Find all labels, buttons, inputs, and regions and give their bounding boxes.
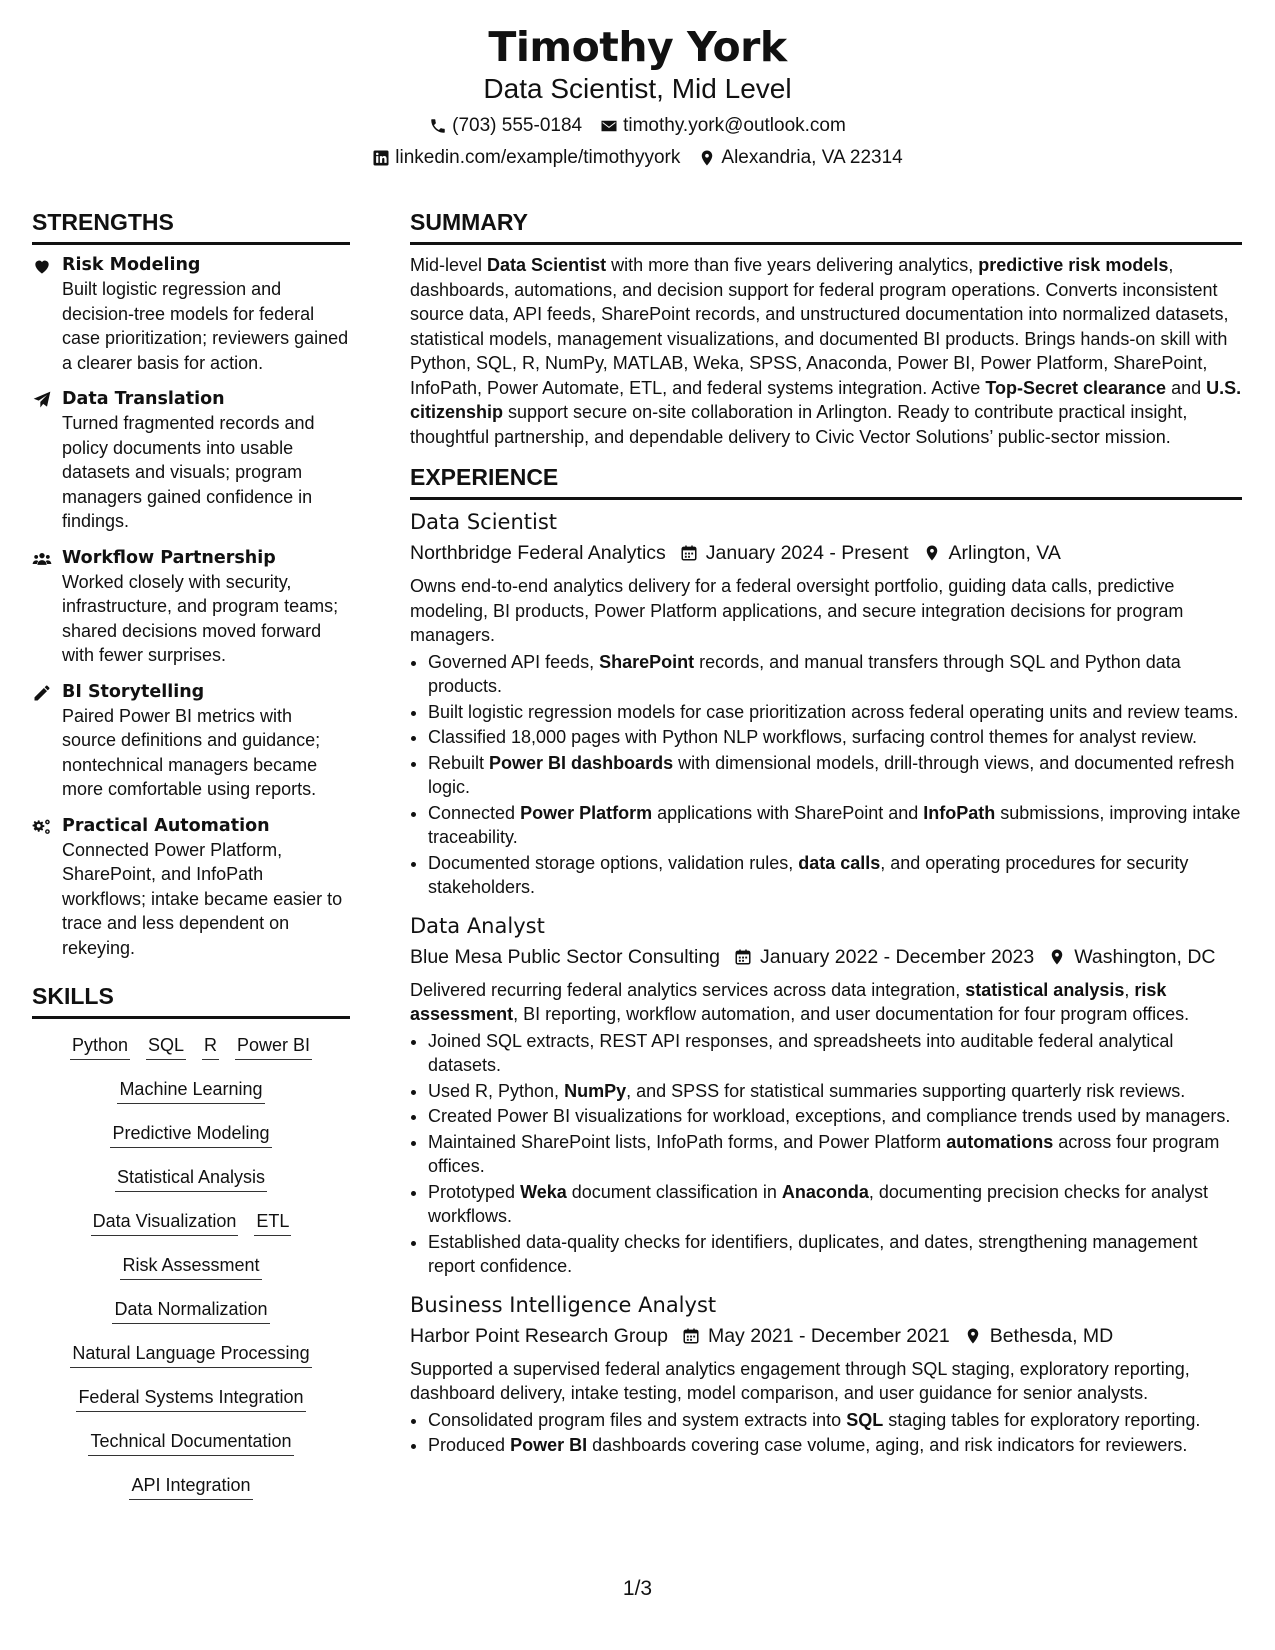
job-bullet: • Joined SQL extracts, REST API responses, and spreadsheets into auditable federal analytical datasets. <box>428 1029 1242 1078</box>
skill-row <box>32 1253 350 1280</box>
paper-plane-icon <box>32 390 52 410</box>
skill-tag: ETL <box>254 1209 291 1236</box>
job-entry <box>410 912 1242 1279</box>
job-entry <box>410 508 1242 900</box>
job-bullet: • Rebuilt Power BI dashboards with dimensional models, drill-through views, and documented refresh logic. <box>428 751 1242 800</box>
job-bullet: • Maintained SharePoint lists, InfoPath forms, and Power Platform automations across four program offices. <box>428 1130 1242 1179</box>
linkedin-url[interactable]: linkedin.com/example/timothyyork <box>395 147 681 168</box>
job-description: Owns end-to-end analytics delivery for a federal oversight portfolio, guiding data calls, predictive modeling, BI products, Power Platform applications, and secure integration decisions for program managers. <box>410 576 1184 645</box>
job-dates: May 2021 - December 2021 <box>707 1324 950 1347</box>
skill-tag: Predictive Modeling <box>110 1121 271 1148</box>
strength-item <box>32 546 350 668</box>
strength-title: Risk Modeling <box>62 255 201 275</box>
job-location: Washington, DC <box>1074 945 1216 968</box>
left-column <box>32 208 350 1517</box>
summary-text: Mid-level Data Scientist with more than five years delivering analytics, predictive risk models, dashboards, automations, and decision support for federal program operations. Converts inconsistent source data, API feeds, SharePoint records, and unstructured documentation into normalized datasets, statistical models, management visualizations, and documented BI products. Brings hands-on skill with Python, SQL, R, NumPy, MATLAB, Weka, SPSS, Anaconda, Power BI, Power Platform, SharePoint, InfoPath, Power Automate, ETL, and federal systems integration. Active Top-Secret clearance and U.S. citizenship support secure on-site collaboration in Arlington. Ready to contribute practical insight, thoughtful partnership, and dependable delivery to Civic Vector Solutions’ public-sector mission. <box>410 255 1242 447</box>
map-pin-icon <box>964 1327 982 1345</box>
skill-row <box>32 1209 350 1236</box>
job-meta <box>410 1323 1242 1349</box>
skill-row <box>32 1385 350 1412</box>
job-bullets <box>410 1408 1242 1458</box>
strength-title: Data Translation <box>62 389 225 409</box>
skill-row <box>32 1077 350 1104</box>
job-meta <box>410 540 1242 566</box>
skill-row <box>32 1121 350 1148</box>
skills-section <box>32 982 350 1500</box>
map-pin-icon <box>1048 948 1066 966</box>
resume-header <box>0 22 1275 170</box>
right-column <box>410 208 1242 1459</box>
strengths-list <box>32 253 350 960</box>
linkedin-icon <box>372 149 390 167</box>
linkedin-contact <box>372 146 680 170</box>
candidate-title: Data Scientist, Mid Level <box>483 73 792 104</box>
job-location: Arlington, VA <box>948 542 1061 564</box>
pencil-icon <box>32 683 52 703</box>
skill-row <box>32 1341 350 1368</box>
skill-row <box>32 1297 350 1324</box>
skill-row <box>32 1033 350 1060</box>
location-text: Alexandria, VA 22314 <box>721 147 903 168</box>
skill-row <box>32 1473 350 1500</box>
contact-line-1 <box>0 114 1275 138</box>
envelope-icon <box>600 117 618 135</box>
job-dates: January 2024 - Present <box>705 542 909 564</box>
job-bullet: • Documented storage options, validation rules, data calls, and operating procedures for security stakeholders. <box>428 851 1242 900</box>
phone-number: (703) 555-0184 <box>452 115 583 136</box>
job-dates: January 2022 - December 2023 <box>760 945 1035 968</box>
job-bullet: • Classified 18,000 pages with Python NLP workflows, surfacing control themes for analyst review. <box>428 725 1242 750</box>
users-icon <box>32 549 52 569</box>
job-bullet: • Used R, Python, NumPy, and SPSS for statistical summaries supporting quarterly risk reviews. <box>428 1079 1242 1104</box>
strength-description: Turned fragmented records and policy documents into usable datasets and visuals; program managers gained confidence in findings. <box>62 413 315 531</box>
skill-tag: R <box>202 1033 219 1060</box>
email-contact <box>600 114 846 138</box>
job-entry <box>410 1291 1242 1458</box>
job-bullets <box>410 650 1242 900</box>
job-bullet: • Produced Power BI dashboards covering case volume, aging, and risk indicators for reviewers. <box>428 1433 1242 1458</box>
strength-description: Connected Power Platform, SharePoint, and InfoPath workflows; intake became easier to trace and less dependent on rekeying. <box>62 839 343 958</box>
location-contact <box>698 146 902 170</box>
skills-heading: SKILLS <box>32 982 350 1019</box>
job-title: Business Intelligence Analyst <box>410 1292 717 1317</box>
strength-description: Built logistic regression and decision-tree models for federal case prioritization; reviewers gained a clearer basis for action. <box>62 279 349 373</box>
job-bullets <box>410 1029 1242 1279</box>
skill-tag: Risk Assessment <box>120 1253 261 1280</box>
skill-tag: Technical Documentation <box>88 1429 293 1456</box>
skill-row <box>32 1429 350 1456</box>
job-description: Delivered recurring federal analytics services across data integration, statistical analysis, risk assessment, BI reporting, workflow automation, and user documentation for four program offices. <box>410 979 1190 1024</box>
page-number: 1/3 <box>622 1577 653 1600</box>
job-meta <box>410 944 1242 970</box>
skill-tag: Power BI <box>235 1033 312 1060</box>
calendar-icon <box>680 544 698 562</box>
strength-item <box>32 814 350 961</box>
skill-row <box>32 1165 350 1192</box>
email-address[interactable]: timothy.york@outlook.com <box>623 115 846 136</box>
skill-tag: SQL <box>146 1033 186 1060</box>
heart-icon <box>32 256 52 276</box>
job-bullet: • Established data-quality checks for identifiers, duplicates, and dates, strengthening management report confidence. <box>428 1230 1242 1279</box>
company-name: Northbridge Federal Analytics <box>410 542 666 564</box>
job-location: Bethesda, MD <box>989 1324 1114 1347</box>
skill-tag: Python <box>70 1033 130 1060</box>
strength-description: Paired Power BI metrics with source definitions and guidance; nontechnical managers became more comfortable using reports. <box>62 705 321 799</box>
strengths-heading: STRENGTHS <box>32 208 350 245</box>
gears-icon <box>32 817 52 837</box>
strength-description: Worked closely with security, infrastructure, and program teams; shared decisions moved forward with fewer surprises. <box>62 571 339 665</box>
job-bullet: • Consolidated program files and system extracts into SQL staging tables for exploratory reporting. <box>428 1408 1242 1433</box>
skill-tag: Data Visualization <box>91 1209 239 1236</box>
summary-heading: SUMMARY <box>410 208 1242 245</box>
map-pin-icon <box>698 149 716 167</box>
skill-tag: API Integration <box>129 1473 252 1500</box>
strength-item <box>32 387 350 534</box>
contact-line-2 <box>0 146 1275 170</box>
strength-title: Practical Automation <box>62 815 270 836</box>
strength-title: Workflow Partnership <box>62 547 276 568</box>
strength-item <box>32 253 350 375</box>
job-description: Supported a supervised federal analytics engagement through SQL staging, exploratory reporting, dashboard delivery, intake testing, model comparison, and user guidance for senior analysts. <box>410 1358 1190 1403</box>
calendar-icon <box>682 1327 700 1345</box>
candidate-name: Timothy York <box>488 23 787 71</box>
skill-tag: Data Normalization <box>112 1297 269 1324</box>
job-bullet: • Connected Power Platform applications with SharePoint and InfoPath submissions, improving intake traceability. <box>428 801 1242 850</box>
company-name: Blue Mesa Public Sector Consulting <box>410 945 720 968</box>
map-pin-icon <box>923 544 941 562</box>
job-bullet: • Created Power BI visualizations for workload, exceptions, and compliance trends used by managers. <box>428 1104 1242 1129</box>
strength-title: BI Storytelling <box>62 681 205 702</box>
company-name: Harbor Point Research Group <box>410 1324 668 1347</box>
calendar-icon <box>734 948 752 966</box>
experience-heading: EXPERIENCE <box>410 463 1242 500</box>
job-bullet: • Built logistic regression models for case prioritization across federal operating units and review teams. <box>428 700 1242 725</box>
phone-icon <box>429 117 447 135</box>
experience-list <box>410 508 1242 1458</box>
skills-list <box>32 1027 350 1500</box>
job-title: Data Scientist <box>410 510 557 534</box>
phone-contact <box>429 114 582 138</box>
job-bullet: • Prototyped Weka document classification in Anaconda, documenting precision checks for analyst workflows. <box>428 1180 1242 1229</box>
skill-tag: Statistical Analysis <box>115 1165 267 1192</box>
skill-tag: Machine Learning <box>117 1077 264 1104</box>
job-bullet: • Governed API feeds, SharePoint records, and manual transfers through SQL and Python data products. <box>428 650 1242 699</box>
skill-tag: Federal Systems Integration <box>76 1385 305 1412</box>
job-title: Data Analyst <box>410 913 545 938</box>
strength-item <box>32 680 350 802</box>
skill-tag: Natural Language Processing <box>70 1341 311 1368</box>
